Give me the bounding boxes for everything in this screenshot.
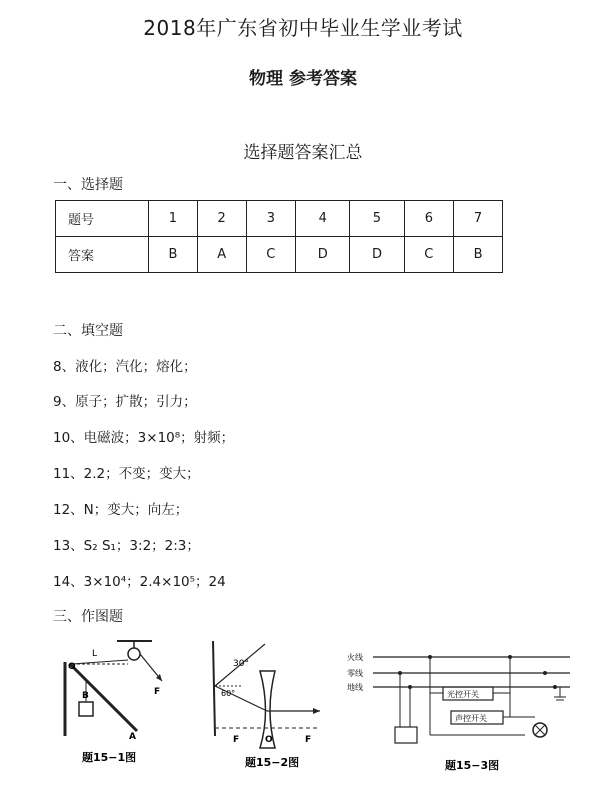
table-cell: D	[350, 237, 404, 273]
figure-optics-diagram	[205, 636, 330, 771]
figure-label: F	[154, 687, 161, 697]
table-cell: D	[296, 237, 350, 273]
table-row-label: 答案	[56, 237, 149, 273]
document-title: 2018年广东省初中毕业生学业考试	[143, 16, 463, 40]
figure-label: B	[82, 691, 89, 701]
section-drawing-heading: 三、作图题	[53, 609, 123, 625]
table-cell: 3	[246, 201, 296, 237]
figure-label: F	[233, 735, 240, 745]
figure-label: 地线	[347, 683, 363, 692]
figure-label: 30°	[233, 659, 249, 669]
figure-label: A	[129, 732, 136, 742]
table-cell: B	[149, 237, 198, 273]
figure-label: O	[68, 662, 76, 672]
figure-label: F	[305, 735, 312, 745]
document-subtitle: 物理 参考答案	[249, 69, 357, 89]
table-cell: A	[197, 237, 246, 273]
figure-label: 光控开关	[447, 690, 479, 699]
figure-lever-diagram	[62, 636, 182, 766]
table-cell: C	[246, 237, 296, 273]
figure-caption: 题15−2图	[245, 756, 300, 769]
figure-caption: 题15−1图	[82, 751, 137, 764]
section-fill-heading: 二、填空题	[53, 323, 123, 339]
table-cell: C	[404, 237, 454, 273]
summary-title: 选择题答案汇总	[243, 143, 363, 163]
figure-circuit-diagram	[345, 645, 580, 775]
table-cell: 5	[350, 201, 404, 237]
table-cell: 4	[296, 201, 350, 237]
fill-answer-9: 9、原子；扩散；引力；	[53, 394, 197, 410]
answer-table	[55, 200, 503, 273]
fill-answer-13: 13、S₂ S₁；3:2；2:3；	[53, 538, 200, 554]
table-row-numbers	[56, 201, 503, 237]
fill-answer-10: 10、电磁波；3×10⁸；射频；	[53, 430, 235, 446]
figure-label: L	[92, 649, 98, 659]
table-cell: 7	[454, 201, 503, 237]
figure-caption: 题15−3图	[445, 759, 500, 772]
table-cell: 2	[197, 201, 246, 237]
figure-label: 零线	[347, 669, 363, 678]
figure-label: O	[265, 735, 273, 745]
fill-answer-14: 14、3×10⁴；2.4×10⁵；24	[53, 574, 226, 590]
fill-answer-12: 12、N；变大；向左；	[53, 502, 189, 518]
table-row-label: 题号	[56, 201, 149, 237]
figure-label: 60°	[221, 689, 236, 698]
section-choice-heading: 一、选择题	[53, 177, 123, 193]
fill-answer-8: 8、液化；汽化；熔化；	[53, 359, 197, 375]
table-row-answers	[56, 237, 503, 273]
figure-label: 声控开关	[455, 714, 487, 723]
table-cell: B	[454, 237, 503, 273]
figure-label: 火线	[347, 653, 363, 662]
fill-answer-11: 11、2.2；不变；变大；	[53, 466, 200, 482]
table-cell: 6	[404, 201, 454, 237]
table-cell: 1	[149, 201, 198, 237]
